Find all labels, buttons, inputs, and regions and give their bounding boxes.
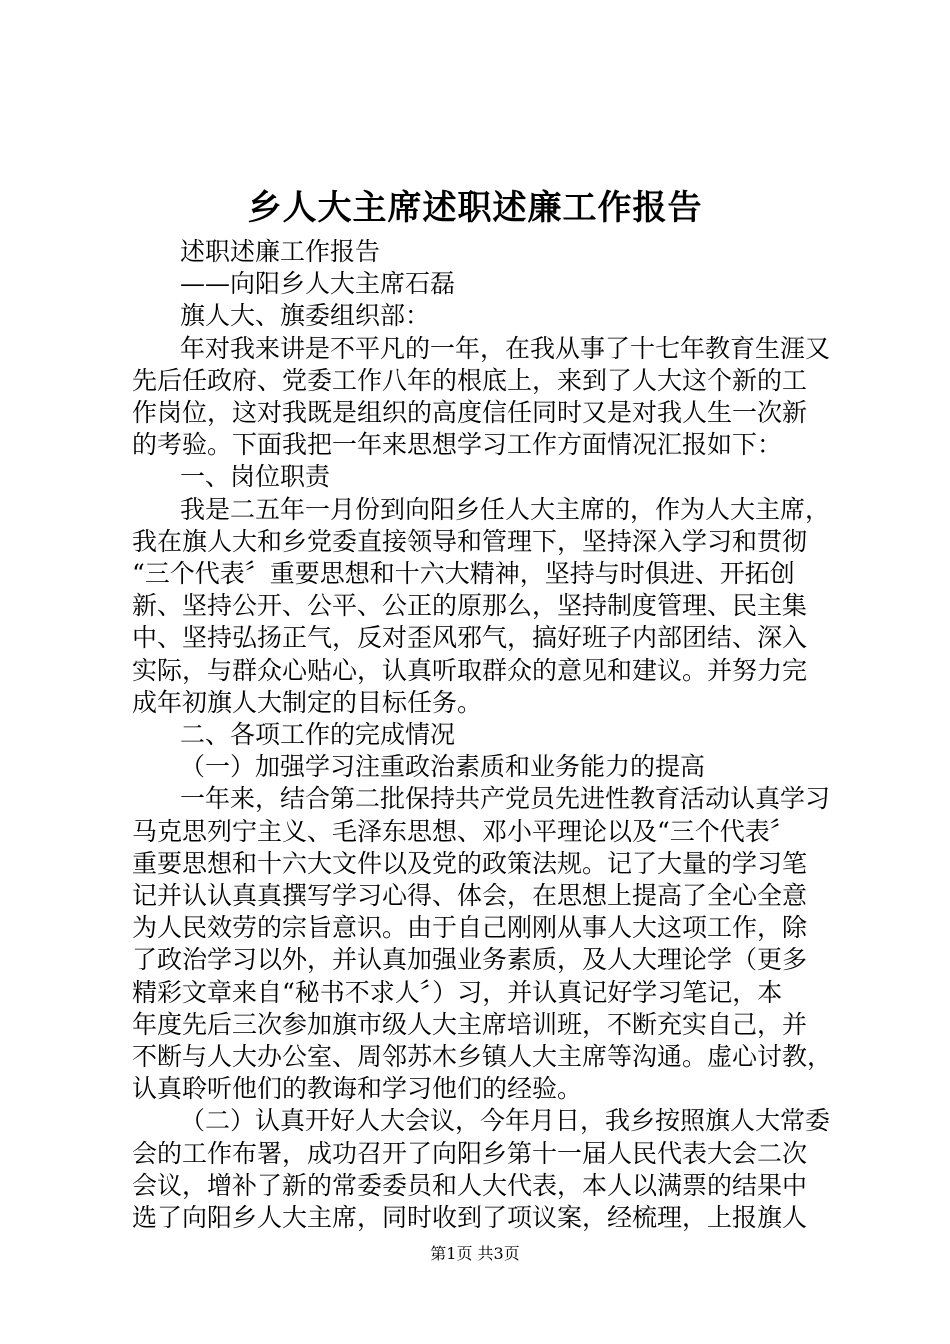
text-line: 年度先后三次参加旗市级人大主席培训班，不断充实自己，并 <box>132 1009 808 1039</box>
text-line: （二）认真开好人大会议，今年月日，我乡按照旗人大常委 <box>180 1106 831 1136</box>
text-line: 旗人大、旗委组织部： <box>180 301 431 331</box>
document-body <box>132 236 832 1234</box>
text-line: 一、岗位职责 <box>180 462 331 492</box>
text-line: 记并认认真真撰写学习心得、体会，在思想上提高了全心全意 <box>132 881 808 911</box>
text-line: 述职述廉工作报告 <box>180 237 381 266</box>
text-line: 了政治学习以外，并认真加强业务素质，及人大理论学（更多 <box>132 945 808 975</box>
text-line: 我是二五年一月份到向阳乡任人大主席的，作为人大主席， <box>180 494 831 524</box>
text-line: （一）加强学习注重政治素质和业务能力的提高 <box>180 752 706 782</box>
text-line: 成年初旗人大制定的目标任务。 <box>132 687 483 717</box>
text-line: 一年来，结合第二批保持共产党员先进性教育活动认真学习 <box>180 784 831 814</box>
text-line: 实际，与群众心贴心，认真听取群众的意见和建议。并努力完 <box>132 655 808 685</box>
text-line: 中、坚持弘扬正气，反对歪风邪气，搞好班子内部团结、深入 <box>132 623 808 653</box>
text-line: 马克思列宁主义、毛泽东思想、邓小平理论以及“三个代表〞 <box>132 816 795 846</box>
text-line: 新、坚持公开、公平、公正的原那么，坚持制度管理、民主集 <box>132 591 808 621</box>
text-line: 作岗位，这对我既是组织的高度信任同时又是对我人生一次新 <box>132 398 808 428</box>
text-line: 的考验。下面我把一年来思想学习工作方面情况汇报如下： <box>132 430 783 460</box>
document-title: 乡人大主席述职述廉工作报告 <box>247 188 703 228</box>
text-line: 我在旗人大和乡党委直接领导和管理下，坚持深入学习和贯彻 <box>132 526 808 556</box>
text-line: 会的工作布署，成功召开了向阳乡第十一届人民代表大会二次 <box>132 1138 808 1168</box>
text-line: 重要思想和十六大文件以及党的政策法规。记了大量的学习笔 <box>132 848 808 878</box>
page-footer: 第1页 共3页 <box>430 1244 520 1263</box>
text-line: 选了向阳乡人大主席，同时收到了项议案，经梳理，上报旗人 <box>132 1203 808 1233</box>
text-line: 年对我来讲是不平凡的一年，在我从事了十七年教育生涯又 <box>180 333 831 363</box>
text-line: ——向阳乡人大主席石磊 <box>180 269 456 299</box>
text-line: 会议，增补了新的常委委员和人大代表，本人以满票的结果中 <box>132 1170 808 1200</box>
text-line: 精彩文章来自“秘书不求人〞）习，并认真记好学习笔记，本 <box>132 977 783 1007</box>
text-line: 先后任政府、党委工作八年的根底上，来到了人大这个新的工 <box>132 365 808 395</box>
text-line: 不断与人大办公室、周邻苏木乡镇人大主席等沟通。虚心讨教， <box>132 1042 833 1072</box>
text-line: 二、各项工作的完成情况 <box>180 720 456 750</box>
text-line: “三个代表〞重要思想和十六大精神，坚持与时俱进、开拓创 <box>132 559 795 589</box>
text-line: 认真聆听他们的教诲和学习他们的经验。 <box>132 1074 583 1104</box>
text-line: 为人民效劳的宗旨意识。由于自己刚刚从事人大这项工作，除 <box>132 913 808 943</box>
